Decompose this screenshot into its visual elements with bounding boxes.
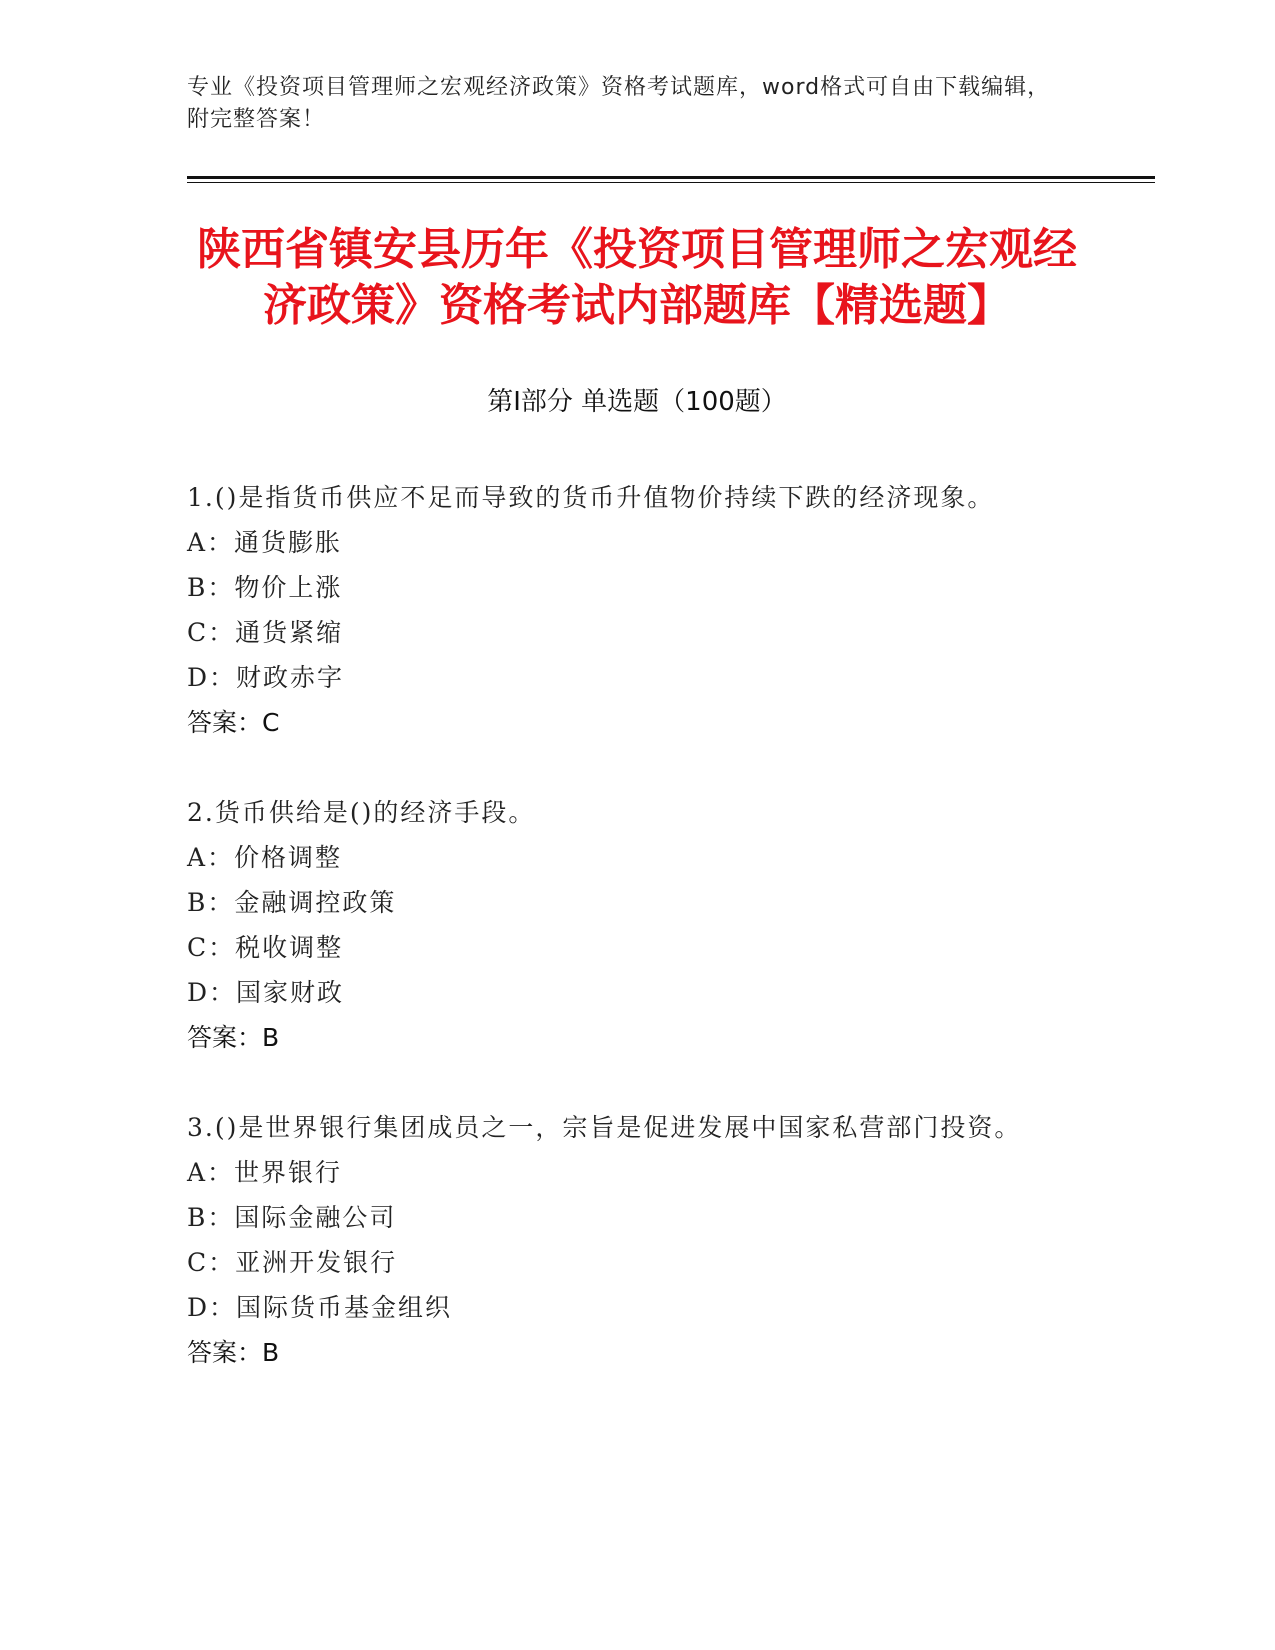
question-stem: 1.()是指货币供应不足而导致的货币升值物价持续下跌的经济现象。 — [187, 483, 995, 512]
answer: 答案：B — [187, 1338, 280, 1367]
header-divider-thin — [187, 182, 1155, 183]
question-stem: 3.()是世界银行集团成员之一，宗旨是促进发展中国家私营部门投资。 — [187, 1113, 1022, 1142]
option-a: A：价格调整 — [187, 843, 343, 872]
option-d: D：国家财政 — [187, 978, 345, 1007]
option-b: B：物价上涨 — [187, 573, 343, 602]
header-note: 专业《投资项目管理师之宏观经济政策》资格考试题库，word格式可自由下载编辑，附完整答案！ — [187, 75, 1051, 132]
option-d: D：国际货币基金组织 — [187, 1293, 453, 1322]
question-spacer — [187, 1060, 1067, 1105]
header-divider-thick — [187, 176, 1155, 179]
question-spacer — [187, 745, 1067, 790]
option-b: B：国际金融公司 — [187, 1203, 397, 1232]
document-title: 陕西省镇安县历年《投资项目管理师之宏观经济政策》资格考试内部题库【精选题】 — [197, 224, 1077, 331]
option-c: C：税收调整 — [187, 933, 344, 962]
answer: 答案：B — [187, 1023, 280, 1052]
question-2 — [187, 790, 1067, 1060]
question-list — [187, 475, 1067, 1375]
option-a: A：世界银行 — [187, 1158, 343, 1187]
question-1 — [187, 475, 1067, 745]
section-heading: 第Ⅰ部分 单选题（100题） — [487, 387, 787, 417]
option-d: D：财政赤字 — [187, 663, 345, 692]
question-stem: 2.货币供给是()的经济手段。 — [187, 798, 536, 827]
question-3 — [187, 1105, 1067, 1375]
option-c: C：通货紧缩 — [187, 618, 344, 647]
option-c: C：亚洲开发银行 — [187, 1248, 398, 1277]
option-b: B：金融调控政策 — [187, 888, 397, 917]
answer: 答案：C — [187, 708, 280, 737]
option-a: A：通货膨胀 — [187, 528, 343, 557]
